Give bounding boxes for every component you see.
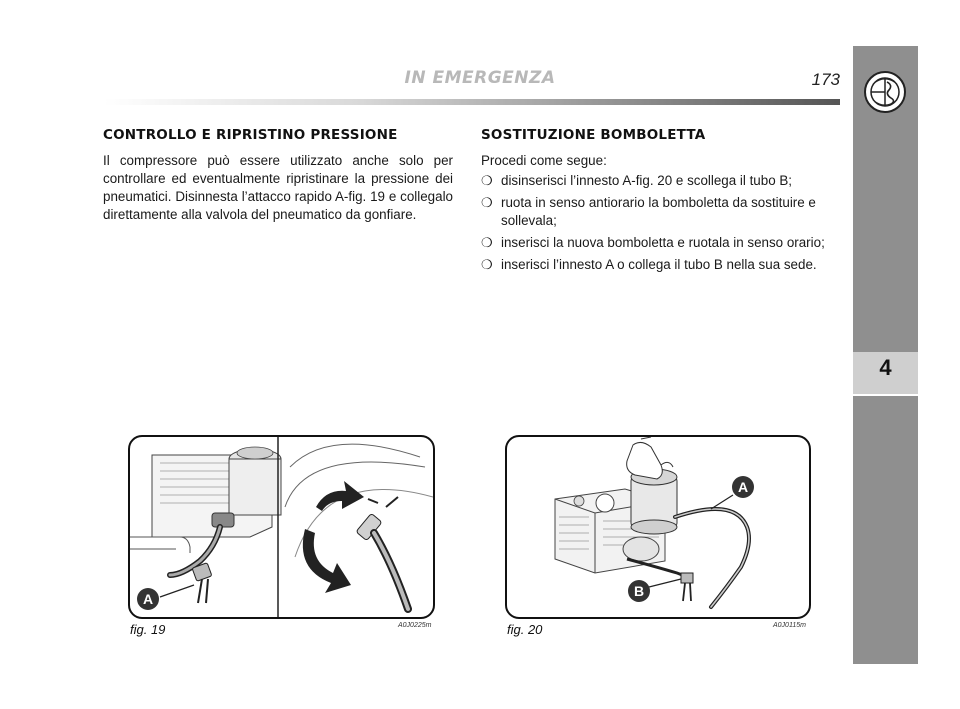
left-section-heading: CONTROLLO E RIPRISTINO PRESSIONE <box>103 127 398 143</box>
page-number: 173 <box>811 70 840 89</box>
list-item <box>481 234 841 252</box>
step-text: inserisci la nuova bomboletta e ruotala in senso orario; <box>501 235 825 250</box>
bullet-circle-icon: ❍ <box>481 195 493 210</box>
step-text: inserisci l’innesto A o collega il tubo B nella sua sede. <box>501 257 817 272</box>
figure-20-caption: fig. 20 <box>507 622 543 637</box>
compressor-valve-illustration <box>130 437 433 617</box>
right-section-heading: SOSTITUZIONE BOMBOLETTA <box>481 127 706 143</box>
header-divider <box>104 99 840 105</box>
figure-20-code: A0J0115m <box>773 622 806 629</box>
right-section-intro: Procedi come segue: <box>481 153 607 168</box>
steps-list <box>481 172 841 278</box>
list-item <box>481 194 841 230</box>
step-text: disinserisci l’innesto A-fig. 20 e scollega il tubo B; <box>501 173 793 188</box>
figure-19 <box>128 435 435 619</box>
callout-label: A <box>142 591 154 607</box>
left-section-body: Il compressore può essere utilizzato anche solo per controllare ed eventualmente ripristinare la pressione dei pneumatici. Disinnesta l’attacco rapido A-fig. 19 e collegalo direttamente alla valvola del pneumatico da gonfiare. <box>103 153 453 222</box>
alfa-romeo-logo-icon <box>863 70 907 114</box>
bullet-circle-icon: ❍ <box>481 235 493 250</box>
figure-19-code: A0J0225m <box>398 622 432 629</box>
step-text: ruota in senso antiorario la bomboletta da sostituire e sollevala; <box>501 195 816 228</box>
figure-19-caption: fig. 19 <box>130 622 166 637</box>
callout-label: B <box>633 583 645 599</box>
list-item <box>481 172 841 190</box>
bullet-circle-icon: ❍ <box>481 257 493 272</box>
callout-label: A <box>737 479 749 495</box>
list-item <box>481 256 841 274</box>
chapter-number: 4 <box>879 355 892 380</box>
section-title: IN EMERGENZA <box>404 68 556 88</box>
canister-replacement-illustration <box>507 437 809 617</box>
figure-20 <box>505 435 811 619</box>
bullet-circle-icon: ❍ <box>481 173 493 188</box>
chapter-tab-lower[interactable] <box>853 396 918 664</box>
